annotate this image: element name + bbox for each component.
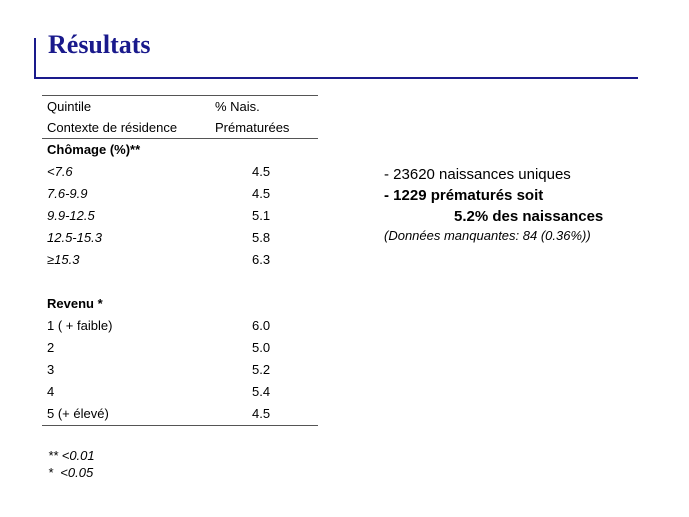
summary-block — [384, 164, 603, 245]
header-row — [42, 96, 318, 117]
title-vertical-rule — [34, 38, 36, 78]
row-label: 3 — [47, 362, 55, 377]
title-horizontal-rule — [34, 77, 638, 79]
row-label: <7.6 — [47, 164, 73, 179]
row-value: 5.1 — [252, 208, 271, 223]
table-row — [42, 205, 318, 227]
summary-percentage: 5.2% des naissances — [454, 208, 604, 225]
row-value: 5.4 — [252, 384, 271, 399]
header-quintile: Quintile — [47, 99, 92, 114]
table-row — [42, 359, 318, 381]
row-label: 9.9-12.5 — [47, 208, 95, 223]
header-row — [42, 117, 318, 138]
row-value: 5.0 — [252, 340, 271, 355]
row-label: 2 — [47, 340, 55, 355]
row-label: ≥15.3 — [47, 252, 80, 267]
section-heading-chomage — [42, 139, 318, 161]
table-row — [42, 315, 318, 337]
row-value: 4.5 — [252, 186, 271, 201]
significance-notes — [48, 447, 95, 481]
row-value: 6.0 — [252, 318, 271, 333]
table-row — [42, 403, 318, 425]
table-row — [42, 227, 318, 249]
header-prematurees: Prématurées — [215, 120, 290, 135]
row-label: 5 (+ élevé) — [47, 406, 109, 421]
note-line: ** <0.01 — [48, 448, 95, 463]
section-heading-revenu — [42, 293, 318, 315]
row-label: 12.5-15.3 — [47, 230, 102, 245]
note-line: * <0.05 — [48, 465, 94, 480]
summary-births: - 23620 naissances uniques — [384, 166, 571, 183]
slide-title: Résultats — [48, 30, 151, 59]
row-value: 4.5 — [252, 406, 271, 421]
row-value: 5.8 — [252, 230, 271, 245]
row-label: 4 — [47, 384, 55, 399]
table-row — [42, 183, 318, 205]
row-value: 5.2 — [252, 362, 271, 377]
row-label: 1 ( + faible) — [47, 318, 113, 333]
table-row — [42, 337, 318, 359]
header-contexte: Contexte de résidence — [47, 120, 178, 135]
summary-missing-data: (Données manquantes: 84 (0.36%)) — [384, 228, 591, 243]
section-spacer — [42, 271, 318, 293]
table-bottom-rule — [42, 425, 318, 426]
section-heading-label: Chômage (%)** — [47, 142, 141, 157]
table-header — [42, 96, 318, 138]
table-row — [42, 381, 318, 403]
table-row — [42, 249, 318, 271]
row-value: 4.5 — [252, 164, 271, 179]
row-value: 6.3 — [252, 252, 271, 267]
summary-premature: - 1229 prématurés soit — [384, 187, 544, 204]
header-pct-nais: % Nais. — [215, 99, 260, 114]
row-label: 7.6-9.9 — [47, 186, 88, 201]
section-heading-label: Revenu * — [47, 296, 103, 311]
results-table — [42, 95, 318, 426]
table-row — [42, 161, 318, 183]
